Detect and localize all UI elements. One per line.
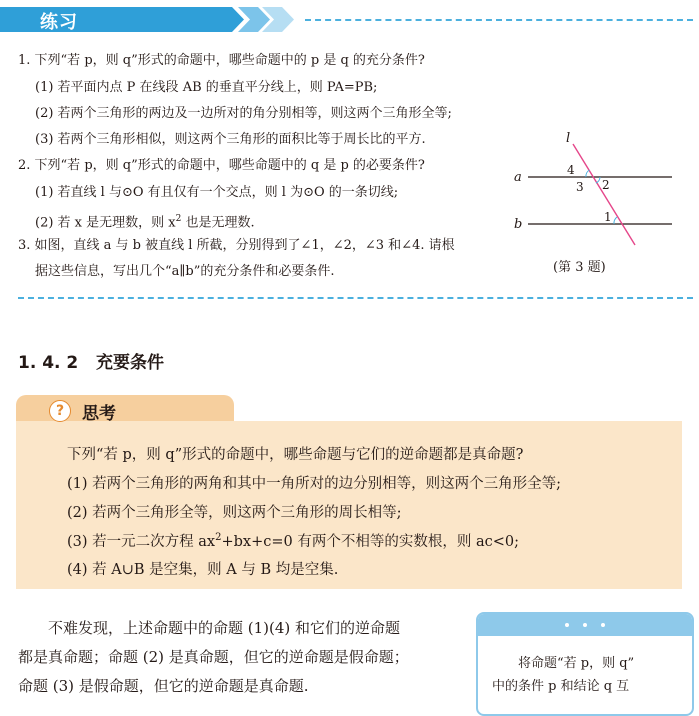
think-item-3-exponent: 2 [215,532,222,544]
section-title: 1. 4. 2 充要条件 [18,353,164,373]
think-intro: 下列“若 p，则 q”形式的命题中，哪些命题与它们的逆命题都是真命题? [67,447,524,463]
question-icon: ? [49,400,71,422]
line-l [573,144,635,245]
exercise-1-item-1: (1) 若平面内点 P 在线段 AB 的垂直平分线上，则 PA=PB; [35,80,378,95]
side-note-dot [601,623,605,627]
body-line-1: 不难发现，上述命题中的命题 (1)(4) 和它们的逆命题 [48,619,401,637]
think-item-2: (2) 若两个三角形全等，则这两个三角形的周长相等; [67,505,402,521]
label-l: l [566,131,571,146]
angle-1-arc [614,217,617,224]
side-note-dot [583,623,587,627]
angle-4-label: 4 [567,163,575,177]
angle-1-label: 1 [604,210,612,224]
body-line-3: 命题 (3) 是假命题，但它的逆命题是真命题. [18,677,309,695]
exercise-2-item-2-exponent: 2 [175,214,182,224]
think-item-4: (4) 若 A∪B 是空集，则 A 与 B 均是空集. [67,562,339,578]
angle-3-label: 3 [576,180,584,194]
label-a: a [514,170,522,185]
think-title: 思考 [82,404,116,424]
think-item-3-text-end: +bx+c=0 有两个不相等的实数根，则 ac<0; [221,534,519,550]
side-note [476,612,694,716]
body-line-2: 都是真命题；命题 (2) 是真命题，但它的逆命题是假命题； [18,648,409,666]
angle-2-label: 2 [602,178,610,192]
exercise-1-item-2: (2) 若两个三角形的两边及一边所对的角分别相等，则这两个三角形全等; [35,106,452,121]
exercise-1-item-3: (3) 若两个三角形相似，则这两个三角形的面积比等于周长比的平方. [35,132,426,147]
think-item-1: (1) 若两个三角形的两角和其中一角所对的边分别相等，则这两个三角形全等; [67,476,562,492]
figure-caption: (第 3 题) [553,260,606,275]
exercise-2-item-2 [35,211,255,231]
side-note-line-1: 将命题“若 p，则 q” [518,656,635,671]
header-divider [305,19,693,21]
exercise-bottom-divider [18,297,693,299]
exercise-2: 2. 下列“若 p，则 q”形式的命题中，哪些命题中的 q 是 p 的必要条件? [18,158,425,173]
label-b: b [514,217,523,232]
exercise-2-item-1: (1) 若直线 l 与⊙O 有且仅有一个交点，则 l 为⊙O 的一条切线; [35,185,399,200]
exercise-2-item-2-text-end: 也是无理数. [181,215,255,231]
exercise-3-line-1: 3. 如图，直线 a 与 b 被直线 l 所截，分别得到了∠1，∠2，∠3 和∠4. 请根 [18,238,455,253]
think-item-3 [67,530,519,551]
side-note-line-2: 中的条件 p 和结论 q 互 [492,679,630,694]
exercise-1: 1. 下列“若 p，则 q”形式的命题中，哪些命题中的 p 是 q 的充分条件? [18,53,425,68]
side-note-dot [565,623,569,627]
exercise-header-title: 练习 [40,12,78,33]
exercise-3-line-2: 据这些信息，写出几个“a∥b”的充分条件和必要条件. [35,264,335,279]
think-item-3-text: (3) 若一元二次方程 ax [67,534,216,550]
exercise-2-item-2-text: (2) 若 x 是无理数，则 x [35,215,176,231]
